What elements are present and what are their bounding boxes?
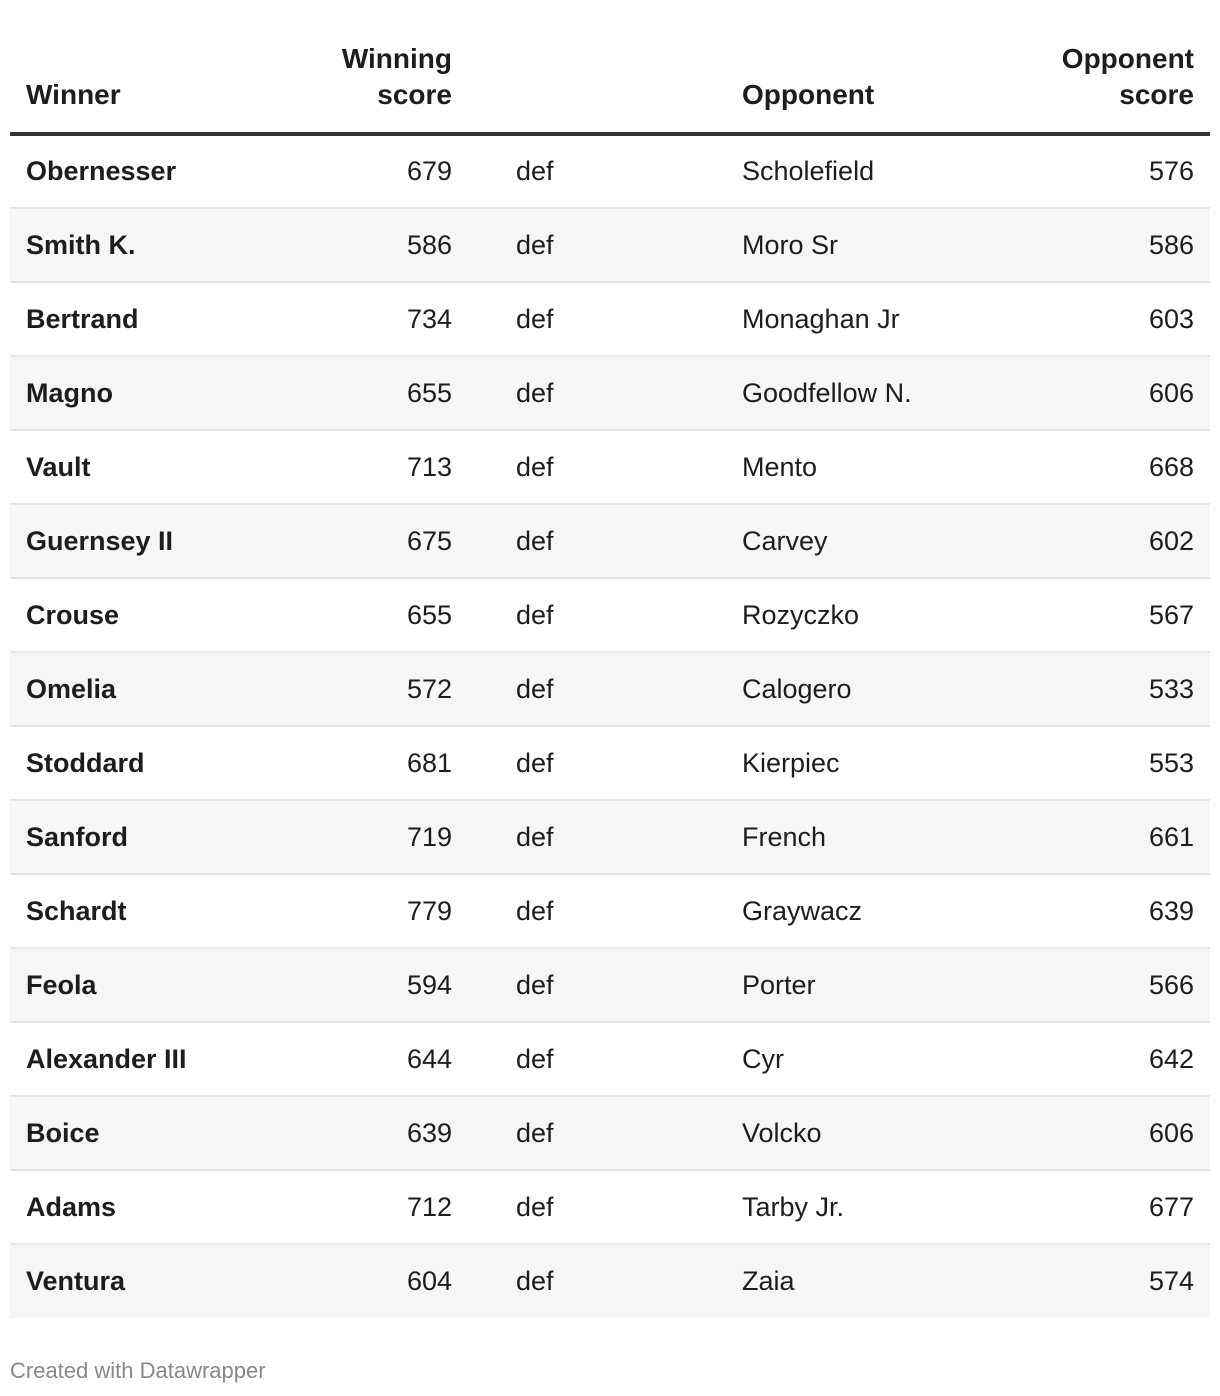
cell-opponent-score: 533 <box>986 652 1210 726</box>
cell-winning-score: 644 <box>254 1022 468 1096</box>
cell-def: def <box>468 208 726 282</box>
results-table <box>10 0 1210 1318</box>
cell-def: def <box>468 134 726 208</box>
table-row <box>10 1244 1210 1318</box>
cell-def: def <box>468 1022 726 1096</box>
cell-opponent-score: 668 <box>986 430 1210 504</box>
cell-def: def <box>468 948 726 1022</box>
cell-def: def <box>468 356 726 430</box>
table-row <box>10 282 1210 356</box>
header-opponent: Opponent <box>726 0 986 134</box>
cell-winning-score: 655 <box>254 356 468 430</box>
cell-opponent-score: 661 <box>986 800 1210 874</box>
cell-opponent-score: 576 <box>986 134 1210 208</box>
cell-def: def <box>468 652 726 726</box>
cell-opponent: Rozyczko <box>726 578 986 652</box>
cell-opponent-score: 606 <box>986 356 1210 430</box>
cell-def: def <box>468 430 726 504</box>
cell-winner: Ventura <box>10 1244 254 1318</box>
table-row <box>10 1170 1210 1244</box>
cell-opponent-score: 642 <box>986 1022 1210 1096</box>
cell-opponent: Volcko <box>726 1096 986 1170</box>
cell-winning-score: 712 <box>254 1170 468 1244</box>
header-def <box>468 0 726 134</box>
cell-opponent-score: 567 <box>986 578 1210 652</box>
cell-winner: Magno <box>10 356 254 430</box>
cell-def: def <box>468 504 726 578</box>
cell-winning-score: 572 <box>254 652 468 726</box>
table-row <box>10 430 1210 504</box>
header-opponent-score-line2: score <box>1119 79 1194 110</box>
cell-winner: Vault <box>10 430 254 504</box>
cell-winning-score: 779 <box>254 874 468 948</box>
cell-winner: Omelia <box>10 652 254 726</box>
header-row <box>10 0 1210 134</box>
cell-winner: Obernesser <box>10 134 254 208</box>
header-winning-score-line1: Winning <box>341 43 452 74</box>
cell-opponent: Graywacz <box>726 874 986 948</box>
table-row <box>10 134 1210 208</box>
table-row <box>10 948 1210 1022</box>
cell-winner: Bertrand <box>10 282 254 356</box>
table-row <box>10 800 1210 874</box>
table-row <box>10 1096 1210 1170</box>
cell-winner: Sanford <box>10 800 254 874</box>
header-opponent-score-line1: Opponent <box>1061 43 1194 74</box>
cell-opponent-score: 586 <box>986 208 1210 282</box>
cell-opponent: Kierpiec <box>726 726 986 800</box>
results-table-container <box>10 0 1210 1318</box>
cell-winning-score: 681 <box>254 726 468 800</box>
cell-winning-score: 679 <box>254 134 468 208</box>
header-winning-score-line2: score <box>377 79 452 110</box>
table-row <box>10 726 1210 800</box>
cell-opponent: Moro Sr <box>726 208 986 282</box>
cell-def: def <box>468 1244 726 1318</box>
cell-opponent: Porter <box>726 948 986 1022</box>
cell-winner: Boice <box>10 1096 254 1170</box>
cell-winning-score: 675 <box>254 504 468 578</box>
cell-winning-score: 655 <box>254 578 468 652</box>
table-row <box>10 356 1210 430</box>
cell-opponent: Cyr <box>726 1022 986 1096</box>
cell-opponent-score: 606 <box>986 1096 1210 1170</box>
table-header <box>10 0 1210 134</box>
cell-winner: Feola <box>10 948 254 1022</box>
cell-opponent: Carvey <box>726 504 986 578</box>
cell-opponent-score: 553 <box>986 726 1210 800</box>
cell-winner: Alexander III <box>10 1022 254 1096</box>
cell-winner: Stoddard <box>10 726 254 800</box>
cell-opponent: Monaghan Jr <box>726 282 986 356</box>
cell-opponent-score: 639 <box>986 874 1210 948</box>
cell-opponent-score: 602 <box>986 504 1210 578</box>
cell-def: def <box>468 1170 726 1244</box>
cell-opponent: Calogero <box>726 652 986 726</box>
cell-def: def <box>468 1096 726 1170</box>
cell-opponent-score: 677 <box>986 1170 1210 1244</box>
cell-winning-score: 604 <box>254 1244 468 1318</box>
cell-winning-score: 719 <box>254 800 468 874</box>
cell-opponent: Goodfellow N. <box>726 356 986 430</box>
header-winning-score <box>254 0 468 134</box>
cell-def: def <box>468 874 726 948</box>
cell-winner: Guernsey II <box>10 504 254 578</box>
cell-winner: Schardt <box>10 874 254 948</box>
cell-opponent: Mento <box>726 430 986 504</box>
cell-winner: Crouse <box>10 578 254 652</box>
cell-def: def <box>468 726 726 800</box>
cell-opponent-score: 566 <box>986 948 1210 1022</box>
cell-winner: Adams <box>10 1170 254 1244</box>
cell-def: def <box>468 578 726 652</box>
cell-winner: Smith K. <box>10 208 254 282</box>
header-winner: Winner <box>10 0 254 134</box>
cell-winning-score: 639 <box>254 1096 468 1170</box>
cell-def: def <box>468 282 726 356</box>
cell-winning-score: 713 <box>254 430 468 504</box>
table-row <box>10 208 1210 282</box>
cell-opponent-score: 603 <box>986 282 1210 356</box>
table-row <box>10 1022 1210 1096</box>
cell-winning-score: 594 <box>254 948 468 1022</box>
table-row <box>10 652 1210 726</box>
cell-opponent: Tarby Jr. <box>726 1170 986 1244</box>
cell-opponent: French <box>726 800 986 874</box>
table-body <box>10 134 1210 1318</box>
header-opponent-score <box>986 0 1210 134</box>
cell-winning-score: 734 <box>254 282 468 356</box>
table-row <box>10 578 1210 652</box>
footer-credit: Created with Datawrapper <box>10 1358 266 1383</box>
cell-opponent: Scholefield <box>726 134 986 208</box>
table-row <box>10 874 1210 948</box>
cell-opponent: Zaia <box>726 1244 986 1318</box>
cell-def: def <box>468 800 726 874</box>
table-row <box>10 504 1210 578</box>
cell-winning-score: 586 <box>254 208 468 282</box>
cell-opponent-score: 574 <box>986 1244 1210 1318</box>
